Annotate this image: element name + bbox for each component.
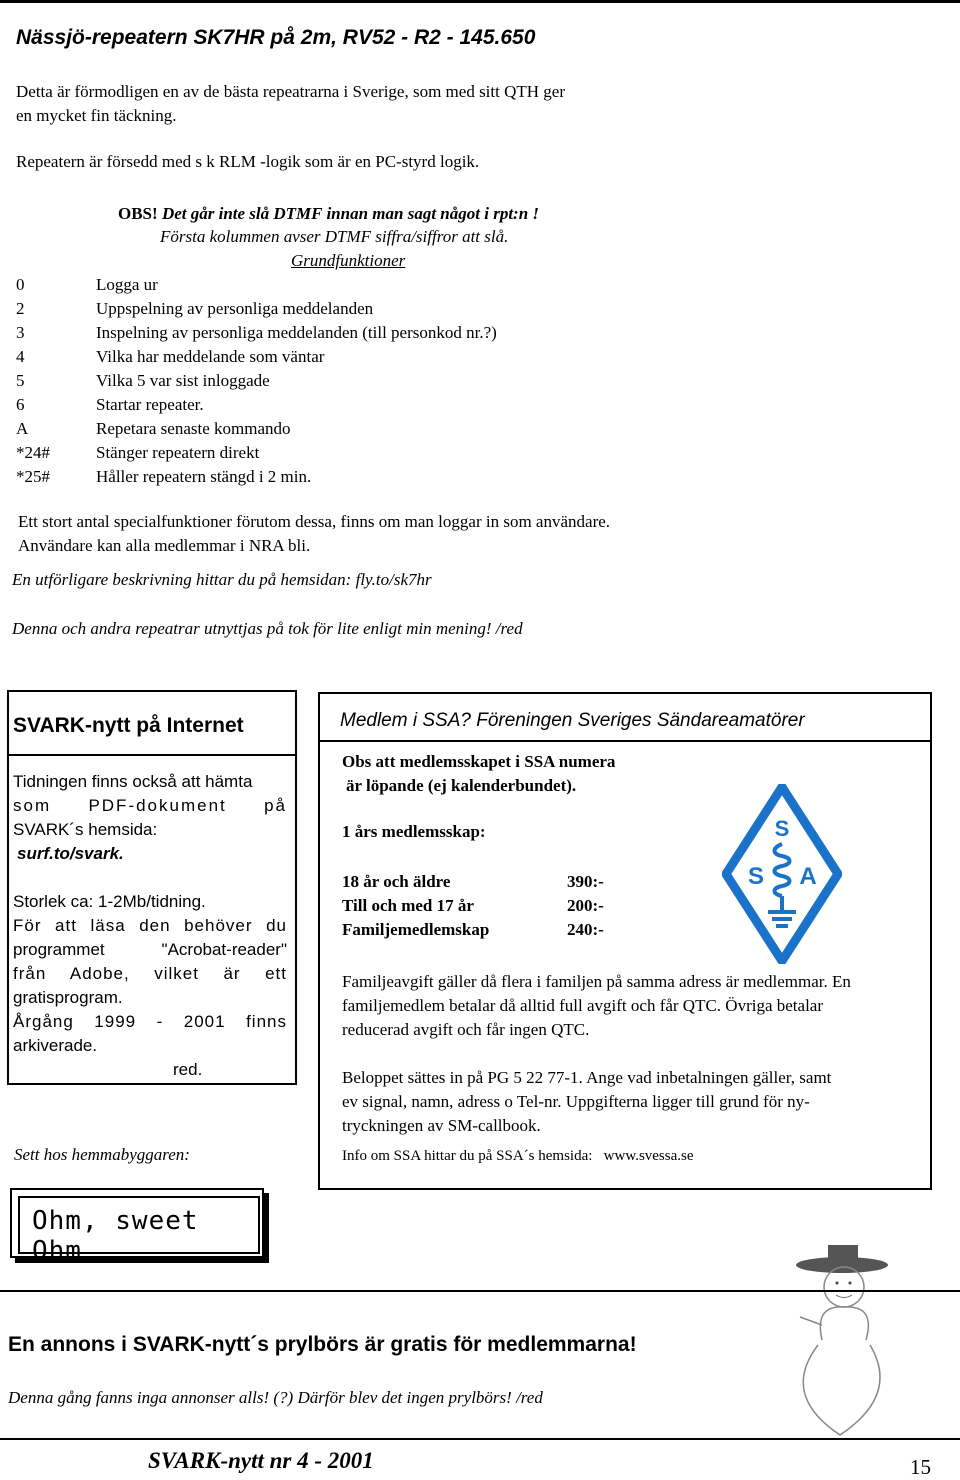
intro-line: en mycket fin täckning. — [16, 106, 177, 125]
fee-row — [342, 870, 604, 894]
special-line: Användare kan alla medlemmar i NRA bli. — [18, 536, 311, 555]
svark-url: surf.to/svark. — [17, 844, 124, 863]
ssa-payment-line: Beloppet sättes in på PG 5 22 77-1. Ange vad inbetalningen gäller, samt — [342, 1068, 832, 1087]
svark-size: Storlek ca: 1-2Mb/tidning. — [13, 892, 206, 911]
ssa-rule — [320, 740, 930, 742]
obs-text: Det går inte slå DTMF innan man sagt något i rpt:n ! — [161, 204, 540, 223]
page-number: 15 — [910, 1455, 931, 1479]
svark-line: SVARK´s hemsida: — [13, 820, 158, 839]
ssa-info: Info om SSA hittar du på SSA´s hemsida: www.svessa.se — [342, 1148, 694, 1164]
top-rule — [0, 0, 960, 3]
fee-price: 240:- — [567, 920, 604, 939]
command-desc: Håller repeatern stängd i 2 min. — [96, 467, 312, 486]
footer-rule — [0, 1438, 960, 1440]
command-key: 4 — [16, 347, 25, 366]
svark-box-heading: SVARK-nytt på Internet — [13, 714, 244, 737]
fee-row — [342, 918, 604, 942]
fee-name: Familjemedlemskap — [342, 920, 490, 939]
ssa-family-line: familjemedlem betalar då alltid full avgift och får QTC. Övriga betalar — [342, 996, 824, 1015]
command-key: *24# — [16, 443, 50, 462]
section-rule — [0, 1290, 960, 1292]
command-desc: Inspelning av personliga meddelanden (till personkod nr.?) — [96, 323, 497, 342]
command-key: 6 — [16, 395, 25, 414]
ssa-fee-table — [342, 870, 604, 942]
ssa-family-text — [342, 970, 912, 1042]
svark-line: För att läsa den behöver du — [13, 916, 287, 935]
special-text — [18, 510, 610, 558]
ssa-obs — [342, 750, 615, 798]
snowman-middle — [820, 1307, 868, 1340]
fee-price: 390:- — [567, 872, 604, 891]
command-row — [16, 369, 497, 393]
svark-line: från Adobe, vilket är ett — [13, 964, 287, 983]
svark-line: Tidningen finns också att hämta — [13, 772, 253, 791]
ohm-box — [10, 1188, 264, 1266]
command-desc: Uppspelning av personliga meddelanden — [96, 299, 374, 318]
command-key: 2 — [16, 299, 25, 318]
page-title: Nässjö-repeatern SK7HR på 2m, RV52 - R2 - 145.650 — [16, 26, 536, 49]
command-key: 3 — [16, 323, 25, 342]
command-row — [16, 465, 497, 489]
svark-line: som PDF-dokument på — [13, 796, 287, 815]
intro-text — [16, 80, 565, 128]
command-desc: Stänger repeatern direkt — [96, 443, 260, 462]
obs-sub: Första kolummen avser DTMF siffra/siffror att slå. — [160, 227, 509, 246]
fee-name: Till och med 17 år — [342, 896, 474, 915]
rlm-line: Repeatern är försedd med s k RLM -logik som är en PC-styrd logik. — [16, 152, 480, 171]
svark-sign: red. — [173, 1060, 203, 1079]
snowman-body — [803, 1345, 880, 1435]
command-desc: Vilka har meddelande som väntar — [96, 347, 325, 366]
ssa-year-label: 1 års medlemsskap: — [342, 822, 486, 841]
fee-row — [342, 894, 604, 918]
ssa-membership-box — [318, 692, 932, 1190]
command-key: 0 — [16, 275, 25, 294]
command-desc: Vilka 5 var sist inloggade — [96, 371, 270, 390]
ad-text: Denna gång fanns inga annonser alls! (?) Därför blev det ingen prylbörs! /red — [8, 1388, 543, 1407]
ssa-logo-letter: A — [799, 863, 817, 890]
command-desc: Repetara senaste kommando — [96, 419, 291, 438]
ssa-logo-coil — [775, 844, 790, 896]
more-info: En utförligare beskrivning hittar du på hemsidan: fly.to/sk7hr — [12, 570, 432, 589]
ssa-family-line: Familjeavgift gäller då flera i familjen på samma adress är medlemmar. En — [342, 972, 851, 991]
seen-at: Sett hos hemmabyggaren: — [14, 1145, 190, 1164]
svark-line: Årgång 1999 - 2001 finns — [13, 1012, 287, 1031]
ssa-logo — [722, 784, 842, 964]
snowman-head — [824, 1267, 864, 1307]
hat-crown — [828, 1245, 858, 1263]
ohm-text: Ohm, sweet Ohm — [32, 1206, 199, 1266]
opinion: Denna och andra repeatrar utnyttjas på tok för lite enligt min mening! /red — [12, 619, 523, 638]
svark-internet-box — [7, 690, 297, 1085]
svark-line: programmet "Acrobat-reader" — [13, 940, 287, 959]
svark-line: arkiverade. — [13, 1036, 98, 1055]
ssa-obs-line: är löpande (ej kalenderbundet). — [346, 776, 577, 795]
command-key: A — [16, 419, 29, 438]
command-row — [16, 297, 497, 321]
ad-heading: En annons i SVARK-nytt´s prylbörs är gratis för medlemmarna! — [8, 1333, 637, 1356]
ssa-obs-line: Obs att medlemsskapet i SSA numera — [342, 752, 616, 771]
command-row — [16, 345, 497, 369]
command-row — [16, 417, 497, 441]
command-key: 5 — [16, 371, 25, 390]
obs-prefix: OBS! — [118, 204, 158, 223]
command-row — [16, 321, 497, 345]
snowman-drawing — [760, 1245, 920, 1445]
fee-price: 200:- — [567, 896, 604, 915]
command-row — [16, 441, 497, 465]
ssa-payment-text — [342, 1066, 912, 1138]
svark-line: gratisprogram. — [13, 988, 123, 1007]
ssa-family-line: reducerad avgift och får ingen QTC. — [342, 1020, 590, 1039]
ssa-logo-letter: S — [747, 863, 765, 890]
ssa-payment-line: ev signal, namn, adress o Tel-nr. Uppgifterna ligger till grund för ny- — [342, 1092, 810, 1111]
intro-line: Detta är förmodligen en av de bästa repeatrarna i Sverige, som med sitt QTH ger — [16, 82, 565, 101]
ssa-logo-letter: S — [774, 816, 790, 841]
command-row — [16, 393, 497, 417]
special-line: Ett stort antal specialfunktioner förutom dessa, finns om man loggar in som användare. — [18, 512, 611, 531]
ssa-payment-line: tryckningen av SM-callbook. — [342, 1116, 541, 1135]
command-row — [16, 273, 497, 297]
fee-name: 18 år och äldre — [342, 872, 451, 891]
obs-line — [118, 202, 539, 226]
commands-heading: Grundfunktioner — [291, 251, 406, 270]
ssa-heading: Medlem i SSA? Föreningen Sveriges Sändareamatörer — [340, 710, 805, 731]
command-desc: Startar repeater. — [96, 395, 204, 414]
svark-box-rule — [9, 754, 295, 756]
footer-issue: SVARK-nytt nr 4 - 2001 — [148, 1448, 374, 1473]
command-table — [16, 273, 497, 489]
svark-box-body — [13, 770, 287, 1082]
command-desc: Logga ur — [96, 275, 158, 294]
command-key: *25# — [16, 467, 50, 486]
